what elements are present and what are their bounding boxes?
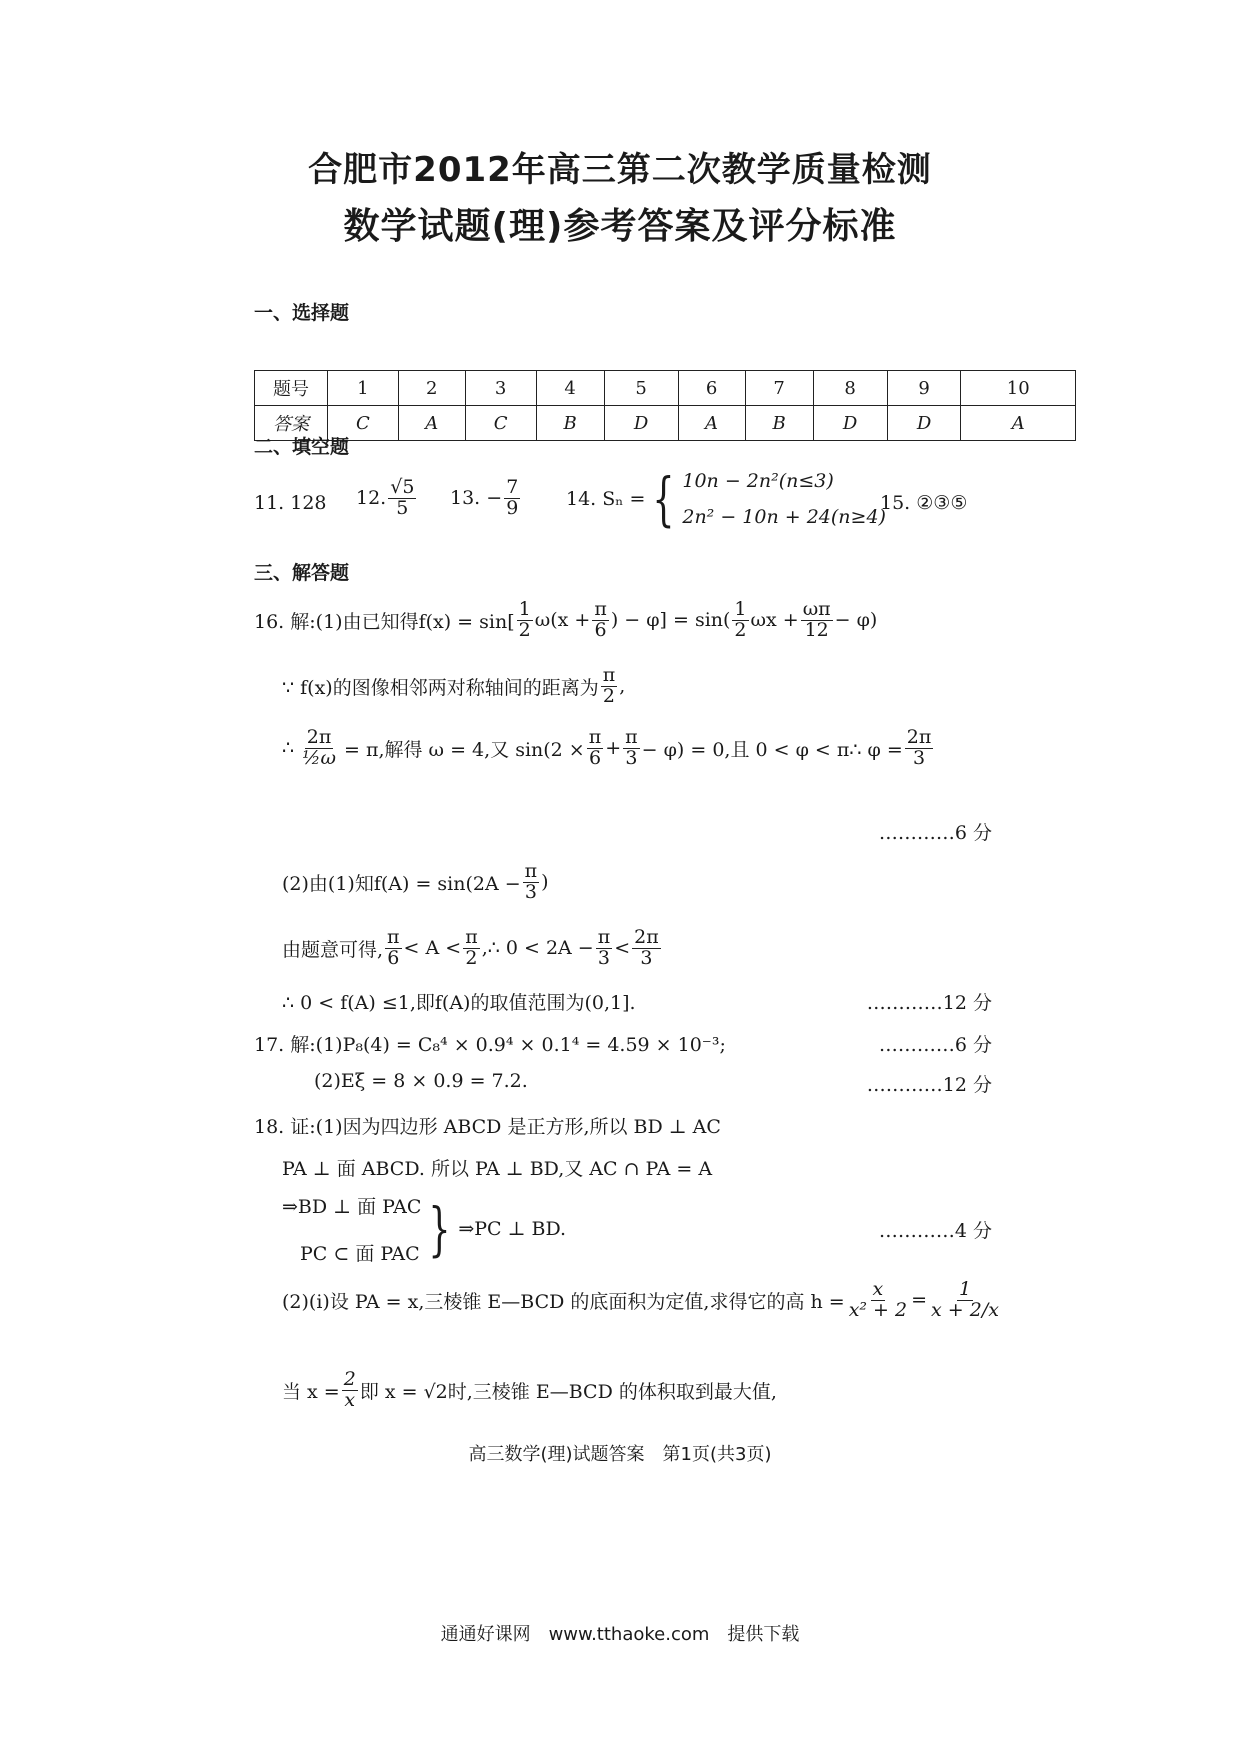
denominator: 3 <box>640 946 653 969</box>
denominator: 2 <box>465 946 478 969</box>
score-marker: …………4 分 <box>878 1220 992 1242</box>
numerator: π <box>597 926 611 948</box>
document-title: 合肥市2012年高三第二次教学质量检测 <box>308 150 932 190</box>
q18-part-2-line-1 <box>282 1280 1003 1321</box>
text: ⇒PC ⊥ BD. <box>458 1218 567 1240</box>
text: = π,解得 ω = 4,又 sin(2 × <box>344 738 585 761</box>
q17-line-2: (2)Eξ = 8 × 0.9 = 7.2. <box>314 1070 528 1092</box>
denominator: 12 <box>804 618 829 641</box>
answer-cell: A <box>678 406 745 441</box>
question-number: 6 <box>678 371 745 406</box>
fraction <box>587 728 604 769</box>
answer-cell: A <box>398 406 465 441</box>
fill-answer-12 <box>356 478 418 519</box>
numerator: π <box>588 726 602 748</box>
q18-line-2: PA ⊥ 面 ABCD. 所以 PA ⊥ BD,又 AC ∩ PA = A <box>282 1158 713 1180</box>
fill-answer-11: 11. 128 <box>254 492 327 514</box>
fraction <box>342 1370 358 1411</box>
text: , <box>619 675 626 698</box>
denominator: 2 <box>602 684 615 707</box>
text: ) − φ] = sin( <box>610 609 731 632</box>
fraction <box>732 600 748 641</box>
fraction <box>504 478 520 519</box>
text: 由题意可得, <box>282 938 384 961</box>
numerator: ωπ <box>802 598 831 620</box>
score-marker: …………12 分 <box>866 1074 992 1096</box>
text: 16. 解:(1)由已知得f(x) = sin[ <box>254 610 515 633</box>
denominator: 3 <box>597 946 611 969</box>
premise-2: PC ⊂ 面 PAC <box>300 1243 420 1265</box>
fraction <box>592 600 609 641</box>
premise-1: ⇒BD ⊥ 面 PAC <box>282 1196 422 1218</box>
text: = <box>911 1289 928 1312</box>
denominator: x + 2/x <box>931 1298 999 1321</box>
numerator: 2π <box>634 926 659 948</box>
q16-part-2-line-1 <box>282 862 549 903</box>
fraction <box>632 928 661 969</box>
denominator: 3 <box>524 880 537 903</box>
q16-conclusion: ∴ 0 < f(A) ≤1,即f(A)的取值范围为(0,1]. <box>282 992 636 1014</box>
text: 即 x = √2时,三棱锥 E—BCD 的体积取到最大值, <box>359 1380 777 1403</box>
text: ω(x + <box>534 609 591 632</box>
score-marker: …………12 分 <box>866 992 992 1014</box>
denominator: 2 <box>734 618 747 641</box>
fill-label-14: 14. Sₙ = <box>566 488 646 510</box>
case-2: 2n² − 10n + 24(n≥4) <box>682 506 886 528</box>
row-label-answers: 答案 <box>255 406 328 441</box>
numerator: 1 <box>958 1278 972 1300</box>
question-number: 1 <box>328 371 399 406</box>
right-brace-icon: } <box>428 1195 451 1263</box>
section-heading-solution: 三、解答题 <box>254 562 350 584</box>
fill-answer-13 <box>450 478 522 519</box>
answer-cell: A <box>961 406 1076 441</box>
download-credit: 通通好课网 www.tthaoke.com 提供下载 <box>440 1624 800 1645</box>
text: ∵ f(x)的图像相邻两对称轴间的距离为 <box>282 676 599 699</box>
table-row-numbers <box>255 371 1076 406</box>
text: − φ) <box>834 609 878 632</box>
numerator: π <box>594 598 607 620</box>
q18-premises <box>282 1192 421 1266</box>
piecewise-cases <box>682 470 886 528</box>
fraction <box>517 600 533 641</box>
denominator: 2 <box>518 618 531 641</box>
numerator: π <box>387 926 400 948</box>
text: − φ) = 0,且 0 < φ < π∴ φ = <box>641 738 903 761</box>
numerator: 2π <box>906 726 932 748</box>
answer-cell: D <box>813 406 887 441</box>
question-number: 5 <box>604 371 678 406</box>
question-number: 4 <box>536 371 604 406</box>
text: (2)由(1)知f(A) = sin(2A − <box>282 872 521 895</box>
text: < A < <box>403 937 462 960</box>
numerator: 2π <box>306 726 332 748</box>
fraction <box>601 666 618 707</box>
text: (2)(i)设 PA = x,三棱锥 E—BCD 的底面积为定值,求得它的高 h = <box>282 1290 845 1313</box>
fill-answer-14 <box>566 465 886 533</box>
score-marker: …………6 分 <box>878 822 992 844</box>
question-number: 2 <box>398 371 465 406</box>
numerator: x <box>872 1278 884 1300</box>
numerator: 2 <box>343 1368 356 1390</box>
fill-answer-15: 15. ②③⑤ <box>880 492 968 514</box>
page-footer: 高三数学(理)试题答案 第1页(共3页) <box>468 1444 772 1465</box>
answer-cell: B <box>745 406 813 441</box>
fraction <box>385 928 402 969</box>
denominator: ½ω <box>302 746 337 769</box>
case-1: 10n − 2n²(n≤3) <box>682 470 834 492</box>
table-row-answers <box>255 406 1076 441</box>
numerator: π <box>602 664 616 686</box>
question-number: 9 <box>887 371 961 406</box>
fraction <box>300 728 338 769</box>
text: + <box>605 737 622 760</box>
fraction <box>847 1280 909 1321</box>
row-label-numbers: 题号 <box>255 371 328 406</box>
text: 当 x = <box>282 1380 340 1403</box>
fraction <box>801 600 833 641</box>
section-heading-fill: 二、填空题 <box>254 436 350 458</box>
denominator: 3 <box>913 746 926 769</box>
left-brace-icon: { <box>652 465 675 533</box>
q16-line-2 <box>282 666 625 707</box>
fraction <box>929 1280 1001 1321</box>
fraction <box>463 928 480 969</box>
denominator: x <box>344 1388 356 1411</box>
fraction <box>388 478 416 519</box>
question-number: 8 <box>813 371 887 406</box>
text: ) <box>541 871 549 894</box>
numerator: √5 <box>390 476 415 498</box>
fraction <box>596 928 613 969</box>
q18-line-3 <box>282 1192 566 1266</box>
fraction <box>523 862 540 903</box>
numerator: π <box>524 860 538 882</box>
numerator: π <box>625 726 638 748</box>
numerator: 1 <box>518 598 531 620</box>
answer-cell: C <box>465 406 536 441</box>
fraction <box>905 728 934 769</box>
q16-line-3 <box>282 728 935 769</box>
section-heading-choice: 一、选择题 <box>254 302 350 324</box>
denominator: 6 <box>594 618 607 641</box>
question-number: 10 <box>961 371 1076 406</box>
fraction <box>623 728 640 769</box>
q18-line-1: 18. 证:(1)因为四边形 ABCD 是正方形,所以 BD ⊥ AC <box>254 1116 721 1138</box>
text: ,∴ 0 < 2A − <box>481 937 594 960</box>
text: ωx + <box>750 609 799 632</box>
denominator: 6 <box>387 946 400 969</box>
answer-cell: B <box>536 406 604 441</box>
q16-line-1 <box>254 600 877 641</box>
q16-part-2-line-2 <box>282 928 663 969</box>
answer-cell: D <box>604 406 678 441</box>
answer-cell: D <box>887 406 961 441</box>
numerator: 1 <box>734 598 747 620</box>
denominator: 3 <box>625 746 638 769</box>
numerator: 7 <box>506 476 519 498</box>
question-number: 3 <box>465 371 536 406</box>
denominator: 5 <box>396 496 409 519</box>
q17-line-1: 17. 解:(1)P₈(4) = C₈⁴ × 0.9⁴ × 0.1⁴ = 4.59 × 10⁻³; <box>254 1034 726 1056</box>
denominator: x² + 2 <box>848 1298 908 1321</box>
denominator: 6 <box>588 746 602 769</box>
fill-label-13: 13. − <box>450 487 503 510</box>
text: ∴ <box>282 737 295 760</box>
answer-cell: C <box>328 406 399 441</box>
q18-part-2-line-2 <box>282 1370 777 1411</box>
question-number: 7 <box>745 371 813 406</box>
fill-label-12: 12. <box>356 487 387 510</box>
answer-table <box>254 370 1076 441</box>
numerator: π <box>465 926 478 948</box>
text: < <box>614 937 631 960</box>
denominator: 9 <box>506 496 519 519</box>
score-marker: …………6 分 <box>878 1034 992 1056</box>
document-subtitle: 数学试题(理)参考答案及评分标准 <box>343 206 897 247</box>
